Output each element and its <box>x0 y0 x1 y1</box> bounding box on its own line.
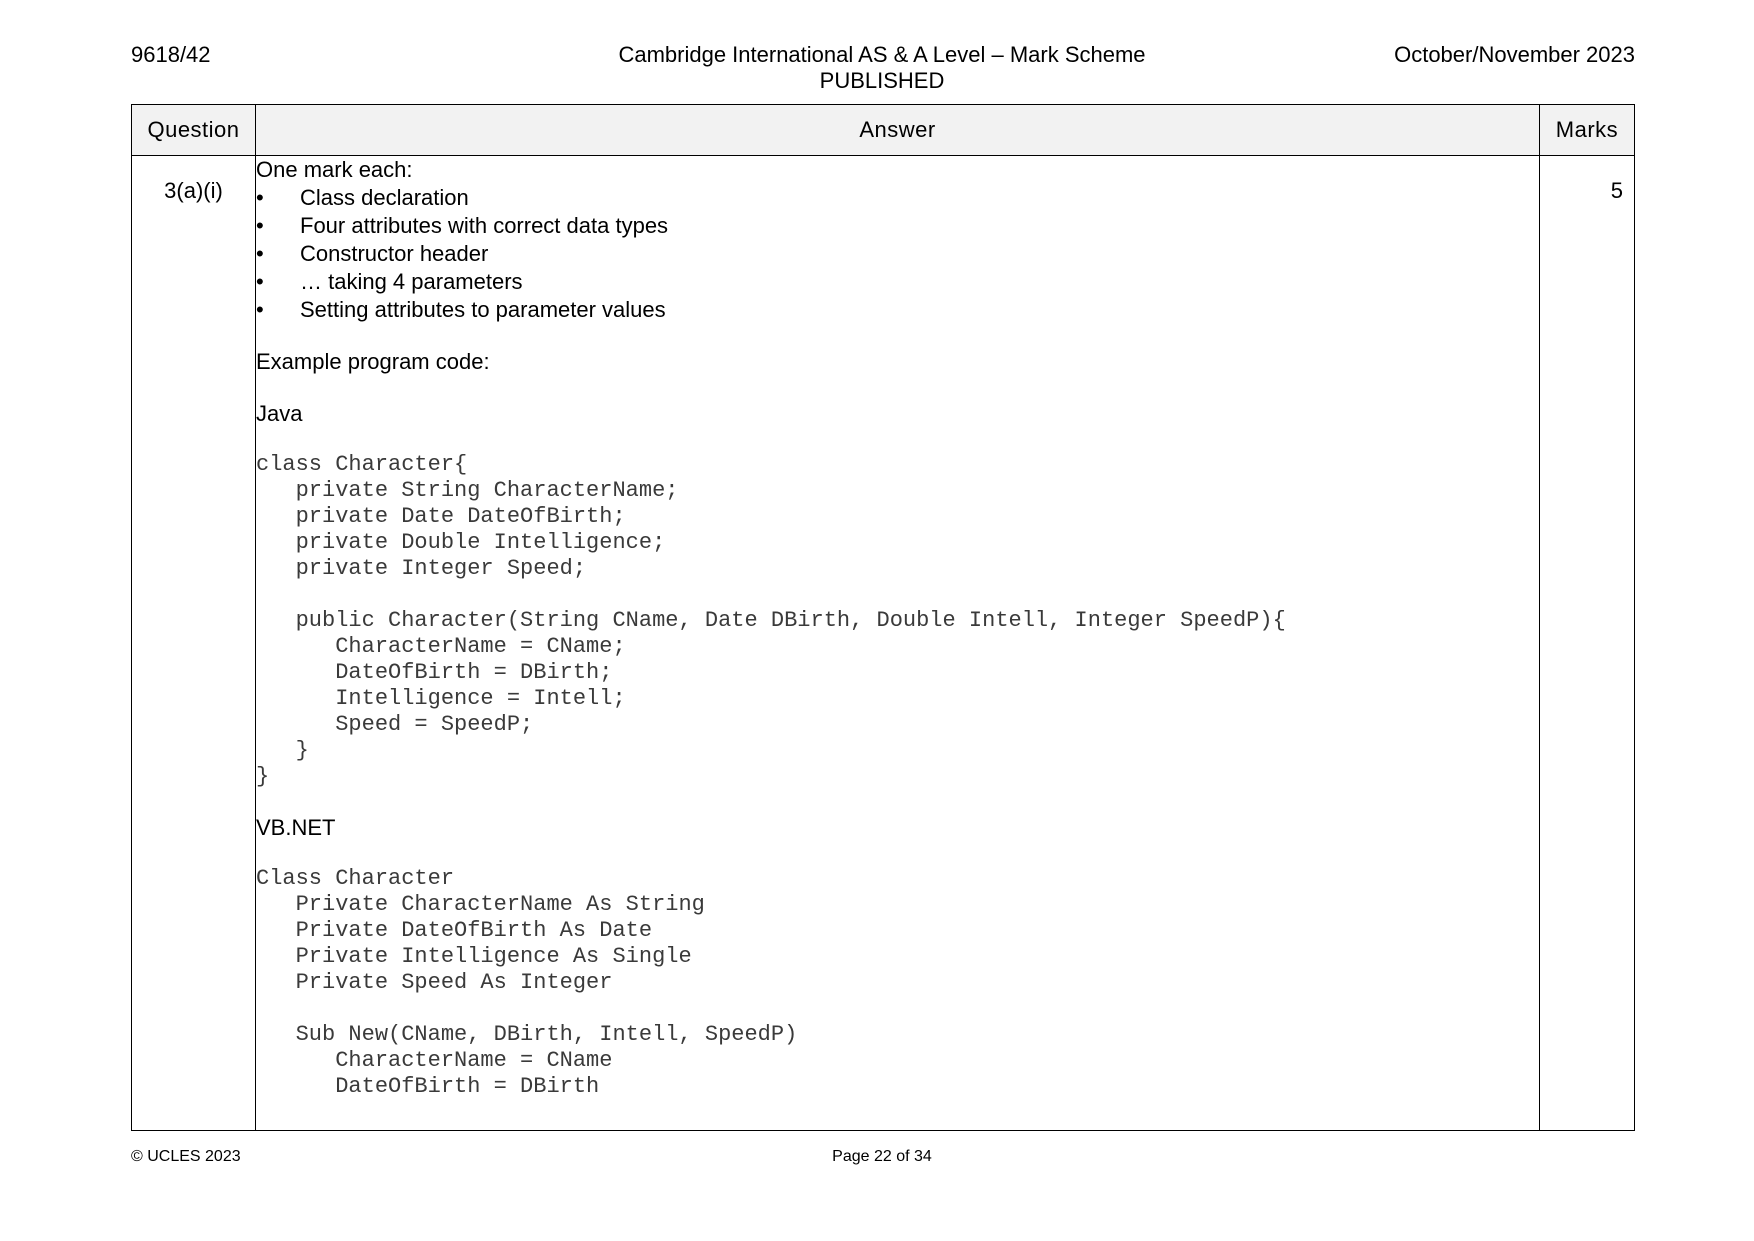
marking-points-list <box>256 184 1539 324</box>
table-row <box>132 156 1635 1131</box>
marking-intro: One mark each: <box>256 157 413 182</box>
list-item: • Constructor header <box>256 240 1539 268</box>
copyright-notice: © UCLES 2023 <box>131 1148 241 1165</box>
example-label: Example program code: <box>256 349 490 374</box>
mark-scheme-table <box>131 104 1635 1131</box>
vbnet-code-block: Class Character Private CharacterName As String Private DateOfBirth As Date Private Intelligence As Single Private Speed As Integer Sub New(CName, DBirth, Intell, SpeedP) CharacterName = CName DateOfBirth = DBirth <box>256 866 798 1099</box>
table-header-row <box>132 105 1635 156</box>
answer-column-header: Answer <box>256 105 1540 156</box>
list-item: • Class declaration <box>256 184 1539 212</box>
answer-cell <box>256 156 1540 1131</box>
java-label: Java <box>256 401 303 426</box>
page-number: Page 22 of 34 <box>832 1148 932 1165</box>
list-item: • Four attributes with correct data types <box>256 212 1539 240</box>
question-column-header: Question <box>132 105 256 156</box>
document-status: PUBLISHED <box>819 68 945 93</box>
list-item: • Setting attributes to parameter values <box>256 296 1539 324</box>
exam-session: October/November 2023 <box>1394 42 1635 67</box>
question-number: 3(a)(i) <box>164 178 223 203</box>
java-code-block: class Character{ private String CharacterName; private Date DateOfBirth; private Double Intelligence; private Integer Speed; public Character(String CName, Date DBirth, Double Intell, Integer SpeedP){ CharacterName = CName; DateOfBirth = DBirth; Intelligence = Intell; Speed = SpeedP; } } <box>256 452 1286 789</box>
document-title: Cambridge International AS & A Level – Mark Scheme <box>618 42 1146 67</box>
list-item: • … taking 4 parameters <box>256 268 1539 296</box>
vbnet-label: VB.NET <box>256 815 336 840</box>
question-cell <box>132 156 256 1131</box>
marks-column-header: Marks <box>1540 105 1635 156</box>
marks-cell <box>1540 156 1635 1131</box>
marks-value: 5 <box>1610 178 1623 203</box>
paper-code: 9618/42 <box>131 42 211 67</box>
